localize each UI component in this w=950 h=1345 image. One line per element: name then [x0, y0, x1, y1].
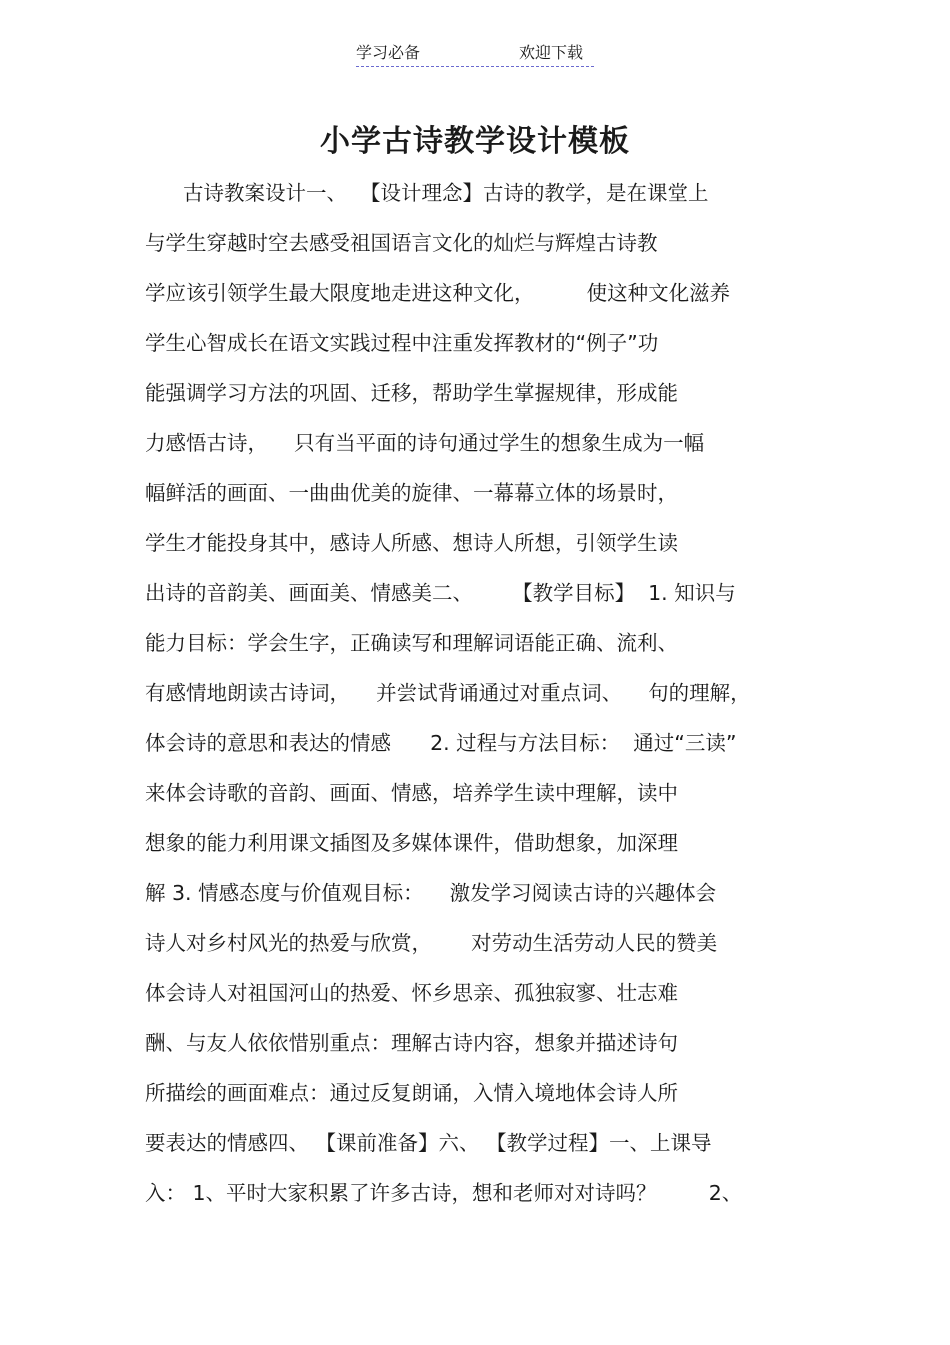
- body-line: 酬、与友人依依惜别重点：理解古诗内容，想象并描述诗句: [145, 1031, 678, 1055]
- body-line: 解 3. 情感态度与价值观目标： 激发学习阅读古诗的兴趣体会: [145, 881, 717, 905]
- document-title: 小学古诗教学设计模板: [320, 124, 630, 159]
- body-line: 有感情地朗读古诗词， 并尝试背诵通过对重点词、 句的理解，: [145, 681, 751, 705]
- body-line: 入： 1、平时大家积累了许多古诗，想和老师对对诗吗？ 2、: [145, 1181, 743, 1205]
- body-line: 想象的能力利用课文插图及多媒体课件，借助想象，加深理: [145, 831, 678, 855]
- body-line: 学生心智成长在语文实践过程中注重发挥教材的“例子”功: [145, 331, 659, 355]
- body-line: 学应该引领学生最大限度地走进这种文化， 使这种文化滋养: [145, 281, 731, 305]
- body-line: 体会诗人对祖国河山的热爱、怀乡思亲、孤独寂寥、壮志难: [145, 981, 678, 1005]
- document-body: [145, 176, 815, 1226]
- header-left-text: 学习必备: [356, 43, 421, 62]
- body-line: 力感悟古诗， 只有当平面的诗句通过学生的想象生成为一幅: [145, 431, 705, 455]
- body-line: 体会诗的意思和表达的情感 2. 过程与方法目标： 通过“三读”: [145, 731, 737, 755]
- body-line: 出诗的音韵美、画面美、情感美二、 【教学目标】 1. 知识与: [145, 581, 736, 605]
- body-line: 幅鲜活的画面、一曲曲优美的旋律、一幕幕立体的场景时，: [145, 481, 678, 505]
- page-header: [356, 42, 594, 67]
- body-line: 要表达的情感四、 【课前准备】六、 【教学过程】一、上课导: [145, 1131, 712, 1155]
- body-line: 古诗教案设计一、 【设计理念】古诗的教学，是在课堂上: [183, 181, 709, 205]
- body-line: 来体会诗歌的音韵、画面、情感，培养学生读中理解，读中: [145, 781, 678, 805]
- body-line: 与学生穿越时空去感受祖国语言文化的灿烂与辉煌古诗教: [145, 231, 658, 255]
- body-line: 学生才能投身其中，感诗人所感、想诗人所想，引领学生读: [145, 531, 678, 555]
- body-line: 所描绘的画面难点：通过反复朗诵，入情入境地体会诗人所: [145, 1081, 678, 1105]
- body-line: 能强调学习方法的巩固、迁移，帮助学生掌握规律，形成能: [145, 381, 678, 405]
- body-line: 能力目标：学会生字，正确读写和理解词语能正确、流利、: [145, 631, 678, 655]
- header-right-text: 欢迎下载: [519, 43, 584, 62]
- body-line: 诗人对乡村风光的热爱与欣赏， 对劳动生活劳动人民的赞美: [145, 931, 718, 955]
